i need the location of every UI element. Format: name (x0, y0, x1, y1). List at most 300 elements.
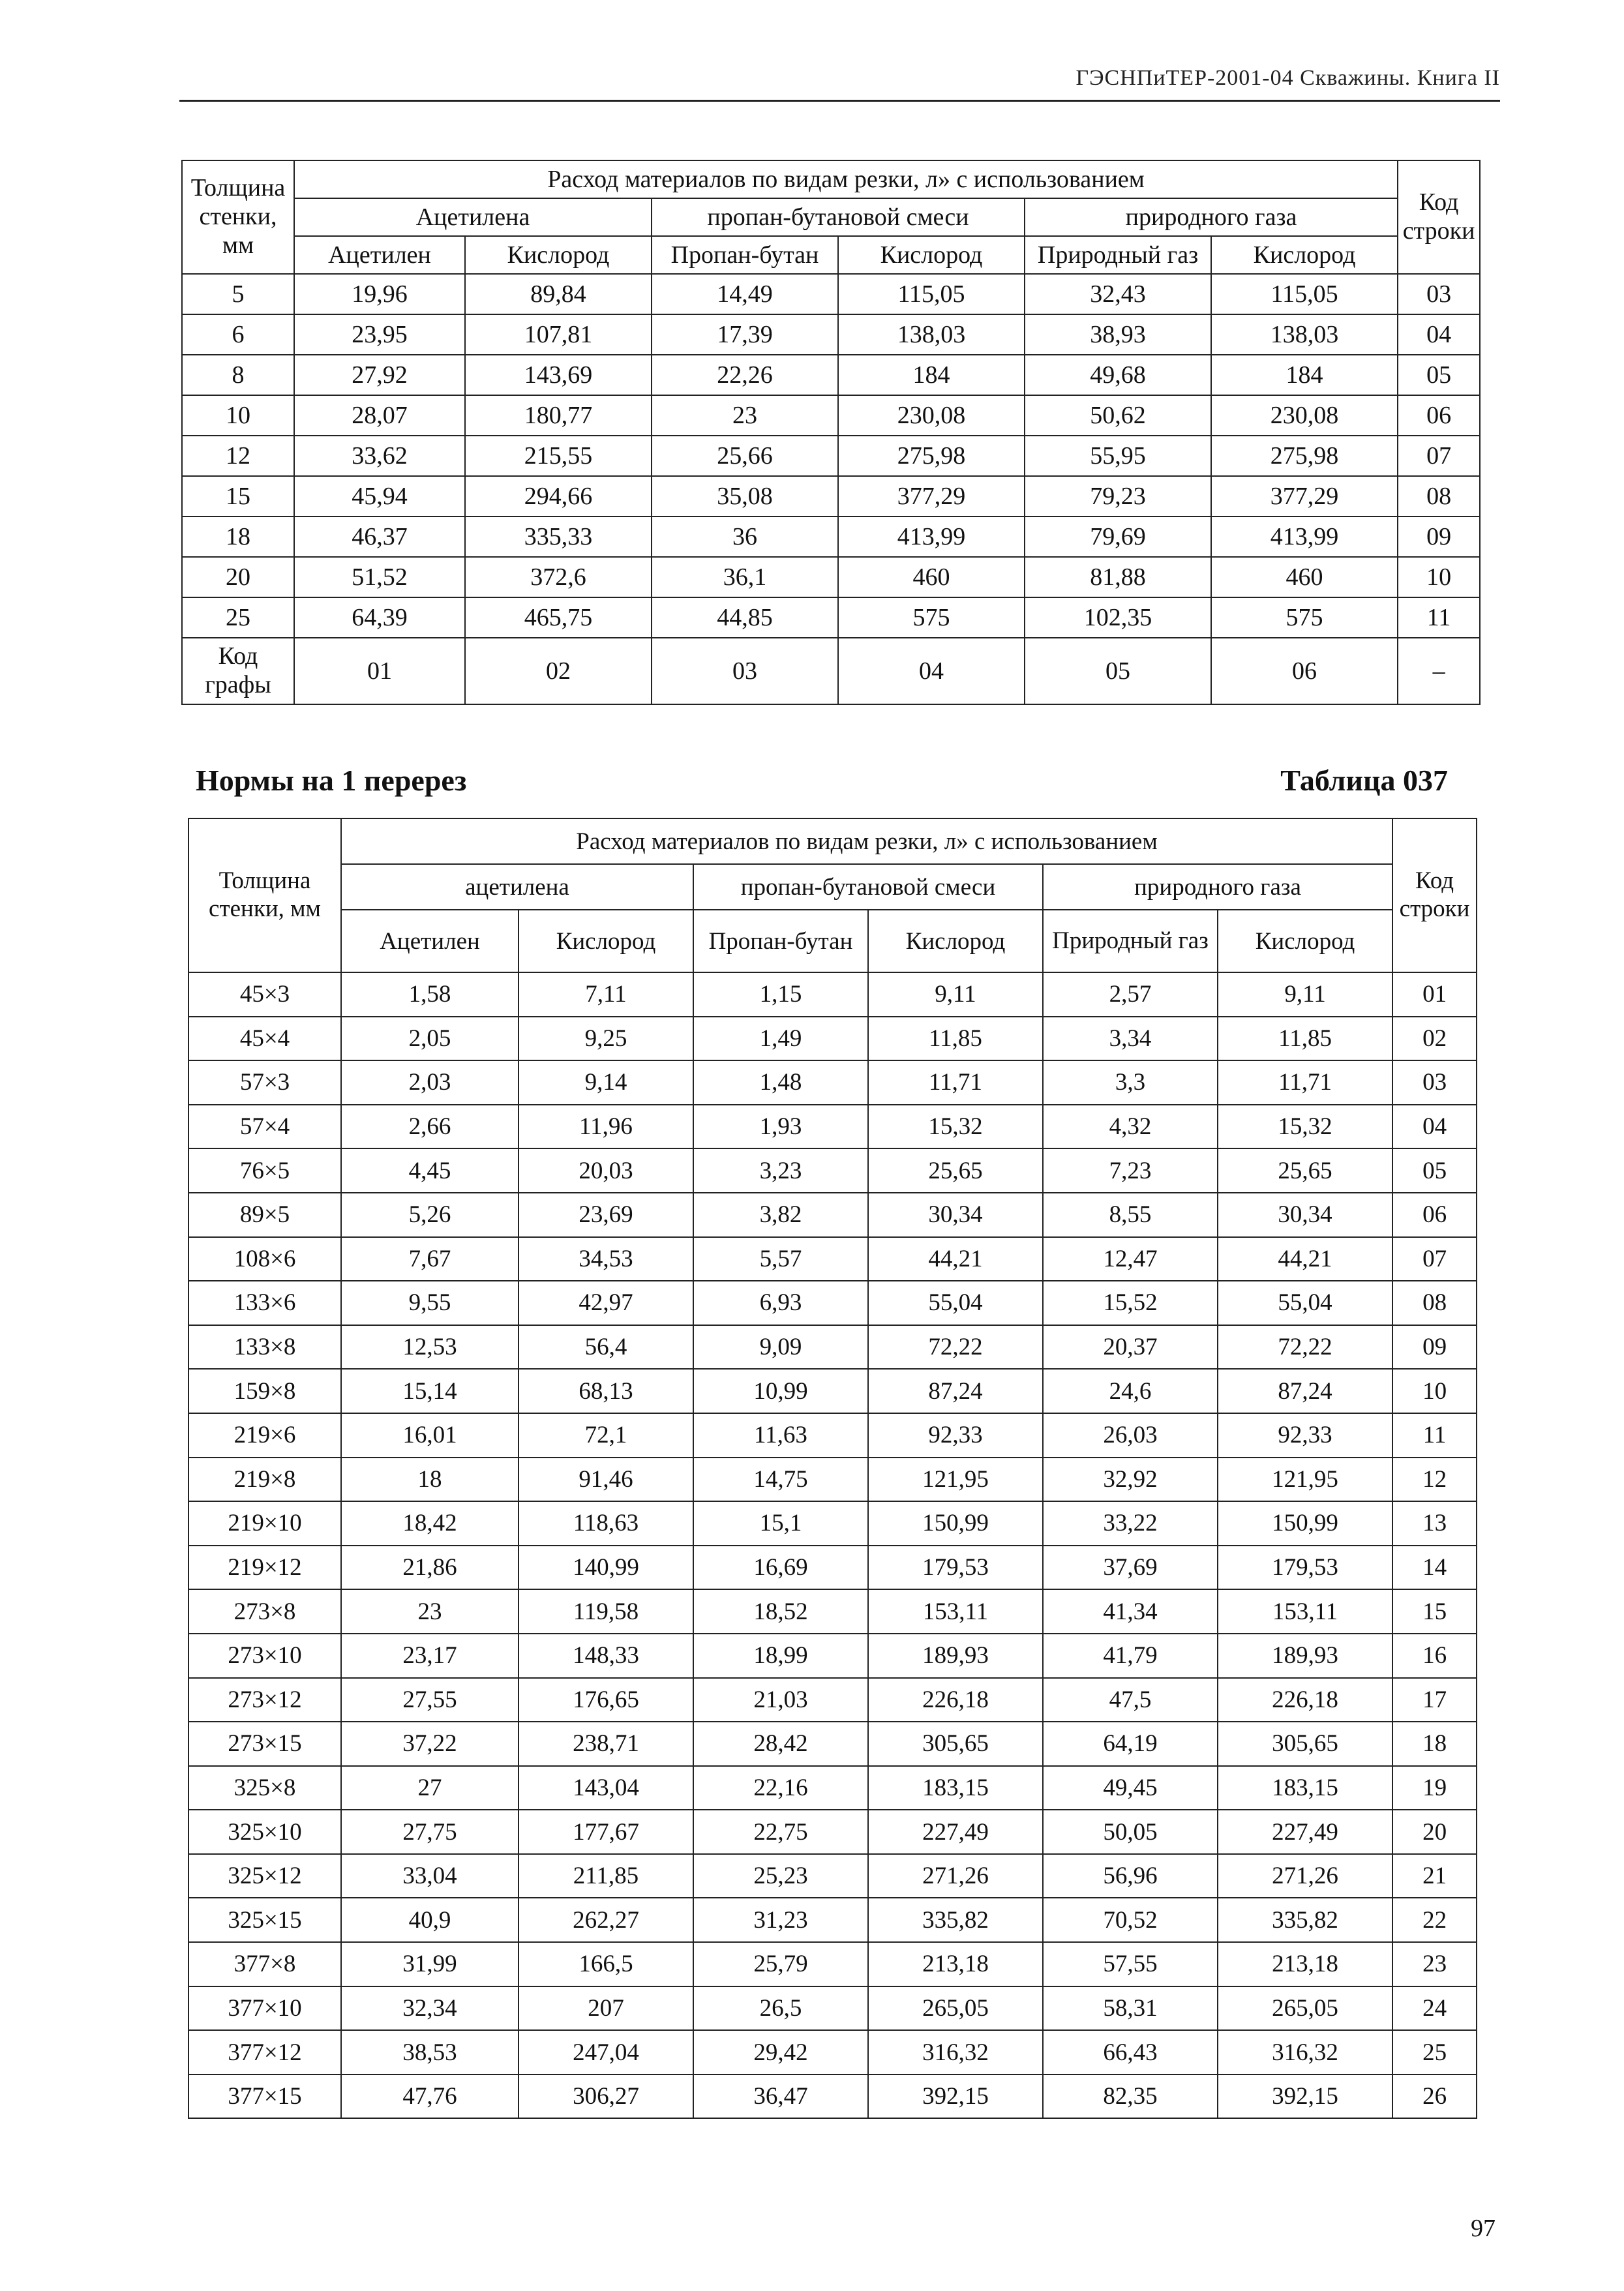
table-row (188, 1546, 1477, 1590)
table-cell: 271,26 (868, 1854, 1043, 1898)
table-cell: 273×10 (188, 1634, 341, 1678)
table-cell: 37,69 (1043, 1546, 1218, 1590)
table-cell: 51,52 (294, 557, 465, 597)
table-cell: 20 (1392, 1810, 1477, 1854)
table-cell: 8 (182, 355, 294, 395)
table-cell: 133×8 (188, 1325, 341, 1370)
table-cell: 44,21 (868, 1237, 1043, 1281)
column-code-cell: Код графы (182, 638, 294, 704)
table-cell: 45×3 (188, 972, 341, 1017)
table-cell: 271,26 (1218, 1854, 1392, 1898)
table-cell: 275,98 (1211, 436, 1398, 476)
table-cell: 03 (1392, 1060, 1477, 1105)
table-body (188, 972, 1477, 2118)
table-cell: 82,35 (1043, 2074, 1218, 2119)
column-header: Природный газ (1025, 236, 1211, 274)
table-cell: 262,27 (519, 1898, 693, 1942)
table-cell: 87,24 (1218, 1369, 1392, 1413)
table-cell: 50,62 (1025, 395, 1211, 436)
table-cell: 150,99 (1218, 1501, 1392, 1546)
table-cell: 11 (1398, 597, 1480, 638)
table-cell: 15,1 (693, 1501, 868, 1546)
table-cell: 22,75 (693, 1810, 868, 1854)
table-cell: 13 (1392, 1501, 1477, 1546)
table-cell: 15,32 (868, 1105, 1043, 1149)
table-cell: 5 (182, 274, 294, 314)
table-cell: 81,88 (1025, 557, 1211, 597)
table-cell: 57×3 (188, 1060, 341, 1105)
table-cell: 18,42 (341, 1501, 519, 1546)
table-cell: 07 (1392, 1237, 1477, 1281)
table-cell: 30,34 (1218, 1193, 1392, 1237)
table-row (188, 1017, 1477, 1061)
column-code-cell: – (1398, 638, 1480, 704)
table-cell: 56,4 (519, 1325, 693, 1370)
table-cell: 03 (1398, 274, 1480, 314)
table-cell: 55,04 (1218, 1281, 1392, 1325)
table-cell: 23,17 (341, 1634, 519, 1678)
table-cell: 72,22 (1218, 1325, 1392, 1370)
table-cell: 57,55 (1043, 1942, 1218, 1986)
table-cell: 575 (1211, 597, 1398, 638)
table-cell: 38,53 (341, 2030, 519, 2074)
table-cell: 15,52 (1043, 1281, 1218, 1325)
table-cell: 32,34 (341, 1986, 519, 2031)
table-cell: 25,23 (693, 1854, 868, 1898)
table-cell: 38,93 (1025, 314, 1211, 355)
table-cell: 1,49 (693, 1017, 868, 1061)
table-cell: 460 (838, 557, 1025, 597)
table-cell: 40,9 (341, 1898, 519, 1942)
table-cell: 56,96 (1043, 1854, 1218, 1898)
table-cell: 189,93 (868, 1634, 1043, 1678)
table-cell: 1,15 (693, 972, 868, 1017)
table-cell: 06 (1398, 395, 1480, 436)
table-cell: 392,15 (1218, 2074, 1392, 2119)
table-cell: 392,15 (868, 2074, 1043, 2119)
table-cell: 5,26 (341, 1193, 519, 1237)
table-cell: 01 (1392, 972, 1477, 1017)
table-cell: 219×6 (188, 1413, 341, 1458)
table-cell: 325×12 (188, 1854, 341, 1898)
table-cell: 108×6 (188, 1237, 341, 1281)
table-cell: 31,99 (341, 1942, 519, 1986)
table-cell: 183,15 (1218, 1766, 1392, 1810)
table-cell: 50,05 (1043, 1810, 1218, 1854)
table-cell: 207 (519, 1986, 693, 2031)
table-cell: 58,31 (1043, 1986, 1218, 2031)
table-cell: 21,86 (341, 1546, 519, 1590)
column-header: Ацетилен (341, 910, 519, 972)
column-code-cell: 05 (1025, 638, 1211, 704)
table-cell: 11,85 (868, 1017, 1043, 1061)
table-cell: 22,26 (652, 355, 838, 395)
table-cell: 325×15 (188, 1898, 341, 1942)
table-cell: 377,29 (1211, 476, 1398, 517)
table-row (188, 1148, 1477, 1193)
running-title: ГЭСНПиТЕР-2001-04 Скважины. Книга II (1075, 66, 1500, 90)
table-cell: 10 (1398, 557, 1480, 597)
table-row (182, 274, 1480, 314)
table-cell: 32,92 (1043, 1458, 1218, 1502)
table-row (188, 1678, 1477, 1722)
column-code-cell: 04 (838, 638, 1025, 704)
table-cell: 227,49 (868, 1810, 1043, 1854)
thickness-header: Толщина стенки, мм (182, 160, 294, 274)
table-cell: 24,6 (1043, 1369, 1218, 1413)
table-cell: 575 (838, 597, 1025, 638)
table-cell: 72,22 (868, 1325, 1043, 1370)
table-cell: 11,96 (519, 1105, 693, 1149)
table-cell: 176,65 (519, 1678, 693, 1722)
table-row (188, 1634, 1477, 1678)
table-cell: 3,34 (1043, 1017, 1218, 1061)
column-header: Кислород (1211, 236, 1398, 274)
table-cell: 413,99 (1211, 517, 1398, 557)
table-cell: 18,99 (693, 1634, 868, 1678)
table-cell: 115,05 (838, 274, 1025, 314)
table-row (188, 1281, 1477, 1325)
table-row (188, 1413, 1477, 1458)
table-cell: 316,32 (1218, 2030, 1392, 2074)
table-cell: 32,43 (1025, 274, 1211, 314)
table-cell: 14 (1392, 1546, 1477, 1590)
column-header: Пропан-бутан (652, 236, 838, 274)
table-cell: 9,09 (693, 1325, 868, 1370)
table-row (188, 1589, 1477, 1634)
table-cell: 92,33 (868, 1413, 1043, 1458)
table-cell: 21 (1392, 1854, 1477, 1898)
table-cell: 79,69 (1025, 517, 1211, 557)
table-cell: 4,32 (1043, 1105, 1218, 1149)
table-cell: 413,99 (838, 517, 1025, 557)
consumption-header: Расход материалов по видам резки, л» с использованием (294, 160, 1398, 198)
column-code-cell: 03 (652, 638, 838, 704)
table-cell: 37,22 (341, 1722, 519, 1766)
table-cell: 22 (1392, 1898, 1477, 1942)
table-cell: 41,34 (1043, 1589, 1218, 1634)
table-cell: 64,39 (294, 597, 465, 638)
table-cell: 184 (838, 355, 1025, 395)
row-code-header: Код строки (1398, 160, 1480, 274)
table-cell: 18,52 (693, 1589, 868, 1634)
table-cell: 219×8 (188, 1458, 341, 1502)
table-cell: 27 (341, 1766, 519, 1810)
table-cell: 16,01 (341, 1413, 519, 1458)
table-cell: 177,67 (519, 1810, 693, 1854)
column-header: Кислород (838, 236, 1025, 274)
page-header (179, 62, 1500, 102)
table-cell: 107,81 (465, 314, 652, 355)
table-cell: 26,5 (693, 1986, 868, 2031)
table-cell: 7,23 (1043, 1148, 1218, 1193)
table-cell: 05 (1392, 1148, 1477, 1193)
table-cell: 42,97 (519, 1281, 693, 1325)
table-cell: 25 (1392, 2030, 1477, 2074)
table-cell: 325×10 (188, 1810, 341, 1854)
table-label: Таблица 037 (1280, 764, 1448, 797)
table-cell: 10 (182, 395, 294, 436)
table-cell: 265,05 (1218, 1986, 1392, 2031)
table-cell: 3,23 (693, 1148, 868, 1193)
table-cell: 294,66 (465, 476, 652, 517)
group-acetylene-header: Ацетилена (294, 198, 652, 236)
table-cell: 265,05 (868, 1986, 1043, 2031)
table-cell: 45,94 (294, 476, 465, 517)
table-cell: 20 (182, 557, 294, 597)
table-cell: 27,55 (341, 1678, 519, 1722)
column-header: Природный газ (1043, 910, 1218, 972)
column-header: Пропан-бутан (693, 910, 868, 972)
thickness-header: Толщина стенки, мм (188, 818, 341, 972)
table-cell: 64,19 (1043, 1722, 1218, 1766)
column-header: Ацетилен (294, 236, 465, 274)
table-cell: 06 (1392, 1193, 1477, 1237)
consumption-header: Расход материалов по видам резки, л» с использованием (341, 818, 1392, 864)
table-cell: 22,16 (693, 1766, 868, 1810)
table-row (188, 1193, 1477, 1237)
table-row (188, 1854, 1477, 1898)
table-cell: 184 (1211, 355, 1398, 395)
table-cell: 05 (1398, 355, 1480, 395)
table-cell: 68,13 (519, 1369, 693, 1413)
table-row (182, 476, 1480, 517)
table-cell: 9,11 (868, 972, 1043, 1017)
table-cell: 335,82 (868, 1898, 1043, 1942)
group-natural-gas-header: природного газа (1043, 864, 1392, 910)
table-cell: 11,63 (693, 1413, 868, 1458)
norms-table-037 (188, 818, 1477, 2119)
table-cell: 20,03 (519, 1148, 693, 1193)
table-cell: 89,84 (465, 274, 652, 314)
table-cell: 121,95 (1218, 1458, 1392, 1502)
table-cell: 28,07 (294, 395, 465, 436)
column-code-row (182, 638, 1480, 704)
table-cell: 36,1 (652, 557, 838, 597)
table-row (188, 1325, 1477, 1370)
table-cell: 159×8 (188, 1369, 341, 1413)
table-row (188, 1986, 1477, 2031)
table-cell: 26 (1392, 2074, 1477, 2119)
table-row (188, 2030, 1477, 2074)
table-row (188, 1458, 1477, 1502)
column-header: Кислород (1218, 910, 1392, 972)
table-cell: 153,11 (1218, 1589, 1392, 1634)
table-cell: 189,93 (1218, 1634, 1392, 1678)
table-cell: 9,14 (519, 1060, 693, 1105)
table-cell: 273×8 (188, 1589, 341, 1634)
column-header: Кислород (519, 910, 693, 972)
page-number: 97 (1471, 2215, 1496, 2242)
table-cell: 5,57 (693, 1237, 868, 1281)
table-cell: 11 (1392, 1413, 1477, 1458)
column-code-cell: 02 (465, 638, 652, 704)
table-cell: 211,85 (519, 1854, 693, 1898)
table-row (188, 1898, 1477, 1942)
table-cell: 17,39 (652, 314, 838, 355)
table-cell: 10 (1392, 1369, 1477, 1413)
table-cell: 36 (652, 517, 838, 557)
table-cell: 3,82 (693, 1193, 868, 1237)
table-cell: 372,6 (465, 557, 652, 597)
table-cell: 9,55 (341, 1281, 519, 1325)
table-cell: 09 (1392, 1325, 1477, 1370)
table-cell: 89×5 (188, 1193, 341, 1237)
table-cell: 230,08 (838, 395, 1025, 436)
table-row (182, 517, 1480, 557)
table-cell: 148,33 (519, 1634, 693, 1678)
table-cell: 11,71 (1218, 1060, 1392, 1105)
table-cell: 102,35 (1025, 597, 1211, 638)
table-cell: 12,47 (1043, 1237, 1218, 1281)
table-cell: 23 (341, 1589, 519, 1634)
table-cell: 49,68 (1025, 355, 1211, 395)
table-cell: 35,08 (652, 476, 838, 517)
table-cell: 335,82 (1218, 1898, 1392, 1942)
table-cell: 25,66 (652, 436, 838, 476)
table-cell: 7,11 (519, 972, 693, 1017)
table-cell: 14,75 (693, 1458, 868, 1502)
table-cell: 15 (182, 476, 294, 517)
table-cell: 219×10 (188, 1501, 341, 1546)
table-cell: 140,99 (519, 1546, 693, 1590)
table-cell: 34,53 (519, 1237, 693, 1281)
group-propane-header: пропан-бутановой смеси (652, 198, 1025, 236)
table-row (188, 1501, 1477, 1546)
table-cell: 47,5 (1043, 1678, 1218, 1722)
table-row (182, 314, 1480, 355)
table-cell: 2,05 (341, 1017, 519, 1061)
table-cell: 44,21 (1218, 1237, 1392, 1281)
table-cell: 316,32 (868, 2030, 1043, 2074)
table-cell: 138,03 (1211, 314, 1398, 355)
table-cell: 44,85 (652, 597, 838, 638)
table-cell: 465,75 (465, 597, 652, 638)
table-row (182, 395, 1480, 436)
table-row (188, 972, 1477, 1017)
section-title: Нормы на 1 перерез (196, 764, 467, 797)
table-cell: 119,58 (519, 1589, 693, 1634)
table-cell: 27,92 (294, 355, 465, 395)
table-cell: 76×5 (188, 1148, 341, 1193)
table-cell: 153,11 (868, 1589, 1043, 1634)
column-header: Кислород (465, 236, 652, 274)
row-code-header: Код строки (1392, 818, 1477, 972)
table-cell: 9,11 (1218, 972, 1392, 1017)
table-cell: 31,23 (693, 1898, 868, 1942)
table-cell: 21,03 (693, 1678, 868, 1722)
table-cell: 377×15 (188, 2074, 341, 2119)
table-cell: 305,65 (868, 1722, 1043, 1766)
table-cell: 306,27 (519, 2074, 693, 2119)
table-cell: 09 (1398, 517, 1480, 557)
table-cell: 460 (1211, 557, 1398, 597)
table-cell: 02 (1392, 1017, 1477, 1061)
table-cell: 166,5 (519, 1942, 693, 1986)
table-cell: 12 (182, 436, 294, 476)
table-cell: 25,79 (693, 1942, 868, 1986)
table-cell: 115,05 (1211, 274, 1398, 314)
table-cell: 227,49 (1218, 1810, 1392, 1854)
table-cell: 15,32 (1218, 1105, 1392, 1149)
table-cell: 226,18 (868, 1678, 1043, 1722)
table-cell: 6 (182, 314, 294, 355)
table-cell: 41,79 (1043, 1634, 1218, 1678)
table-row (188, 1237, 1477, 1281)
table-cell: 1,93 (693, 1105, 868, 1149)
table-cell: 9,25 (519, 1017, 693, 1061)
table-cell: 92,33 (1218, 1413, 1392, 1458)
table-cell: 143,04 (519, 1766, 693, 1810)
table-cell: 04 (1392, 1105, 1477, 1149)
table-cell: 23,69 (519, 1193, 693, 1237)
table-cell: 45×4 (188, 1017, 341, 1061)
table-cell: 2,57 (1043, 972, 1218, 1017)
column-code-cell: 01 (294, 638, 465, 704)
table-cell: 70,52 (1043, 1898, 1218, 1942)
table-cell: 8,55 (1043, 1193, 1218, 1237)
table-cell: 66,43 (1043, 2030, 1218, 2074)
table-cell: 29,42 (693, 2030, 868, 2074)
table-cell: 247,04 (519, 2030, 693, 2074)
table-cell: 230,08 (1211, 395, 1398, 436)
table-cell: 183,15 (868, 1766, 1043, 1810)
table-cell: 23 (1392, 1942, 1477, 1986)
table-row (188, 1060, 1477, 1105)
table-cell: 1,48 (693, 1060, 868, 1105)
table-cell: 6,93 (693, 1281, 868, 1325)
table-cell: 24 (1392, 1986, 1477, 2031)
table-cell: 07 (1398, 436, 1480, 476)
table-cell: 17 (1392, 1678, 1477, 1722)
table-cell: 33,62 (294, 436, 465, 476)
table-cell: 179,53 (868, 1546, 1043, 1590)
table-cell: 55,95 (1025, 436, 1211, 476)
table-cell: 19 (1392, 1766, 1477, 1810)
table-row (188, 1722, 1477, 1766)
table-cell: 72,1 (519, 1413, 693, 1458)
table-cell: 273×12 (188, 1678, 341, 1722)
table-cell: 275,98 (838, 436, 1025, 476)
table-row (188, 1810, 1477, 1854)
table-cell: 180,77 (465, 395, 652, 436)
table-cell: 08 (1392, 1281, 1477, 1325)
table-cell: 55,04 (868, 1281, 1043, 1325)
table-cell: 23,95 (294, 314, 465, 355)
table-cell: 12 (1392, 1458, 1477, 1502)
table-cell: 28,42 (693, 1722, 868, 1766)
table-cell: 1,58 (341, 972, 519, 1017)
table-row (182, 355, 1480, 395)
table-cell: 10,99 (693, 1369, 868, 1413)
table-cell: 25,65 (868, 1148, 1043, 1193)
table-cell: 25,65 (1218, 1148, 1392, 1193)
table-cell: 36,47 (693, 2074, 868, 2119)
table-cell: 226,18 (1218, 1678, 1392, 1722)
table-cell: 04 (1398, 314, 1480, 355)
table-cell: 377,29 (838, 476, 1025, 517)
table-cell: 273×15 (188, 1722, 341, 1766)
table-row (188, 1369, 1477, 1413)
table-body (182, 274, 1480, 704)
table-cell: 15 (1392, 1589, 1477, 1634)
group-natural-gas-header: природного газа (1025, 198, 1398, 236)
table-cell: 91,46 (519, 1458, 693, 1502)
table-cell: 18 (182, 517, 294, 557)
table-cell: 377×12 (188, 2030, 341, 2074)
table-row (188, 2074, 1477, 2119)
table-cell: 3,3 (1043, 1060, 1218, 1105)
